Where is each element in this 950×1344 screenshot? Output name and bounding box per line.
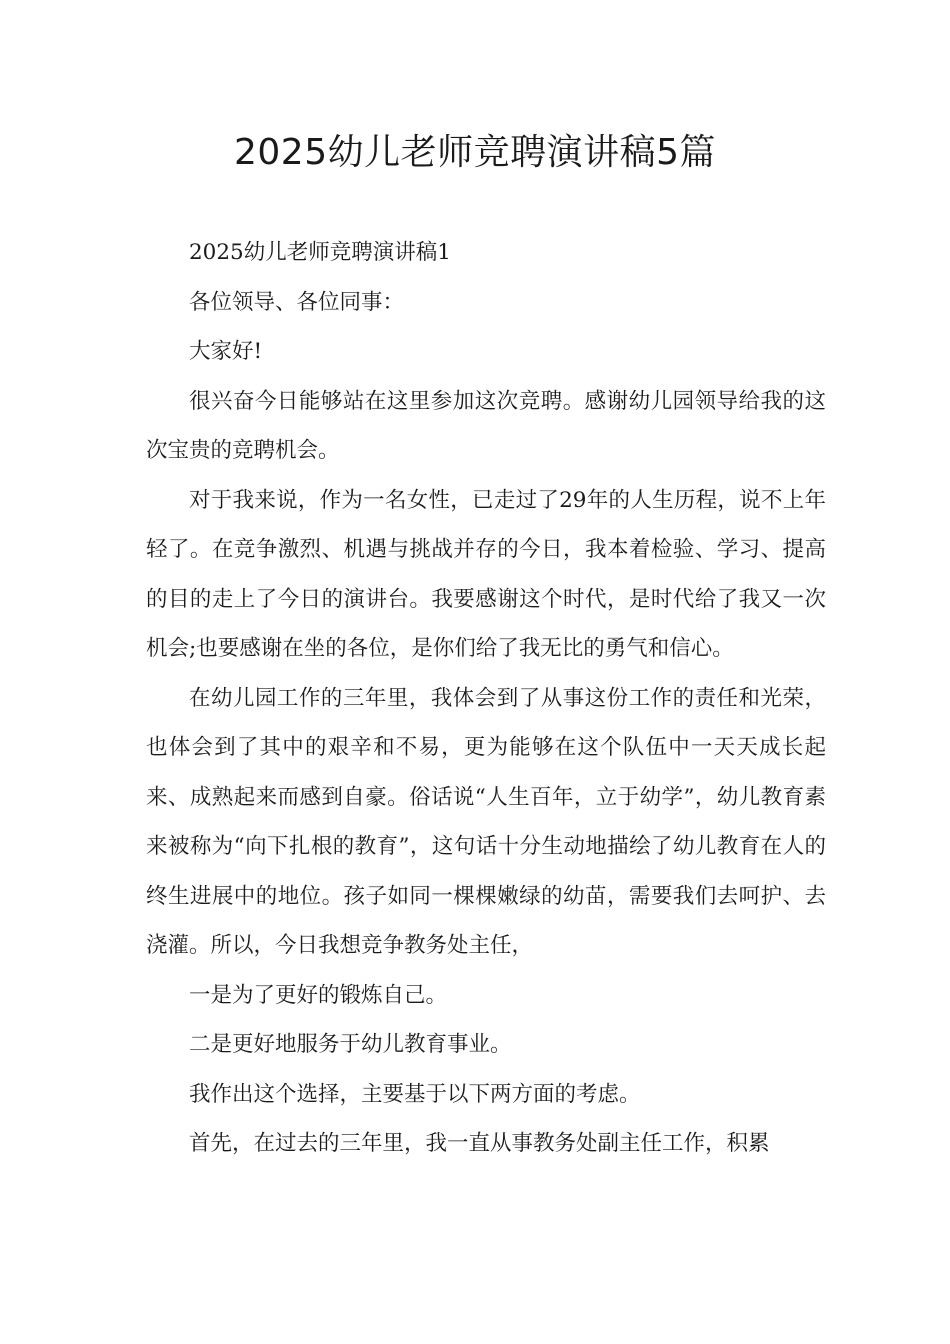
paragraph: 各位领导、各位同事： (189, 289, 405, 315)
paragraph: 在幼儿园工作的三年里，我体会到了从事这份工作的责任和光荣，也体会到了其中的艰辛和不易，更为能够在这个队伍中一天天成长起来、成熟起来而感到自豪。俗话说“人生百年，立于幼学”，幼儿教育素来被称为“向下扎根的教育”，这句话十分生动地描绘了幼儿教育在人的终生进展中的地位。孩子如同一棵棵嫩绿的幼苗，需要我们去呵护、去浇灌。所以，今日我想竞争教务处主任， (146, 685, 826, 958)
document-body (146, 228, 826, 1169)
paragraph: 很兴奋今日能够站在这里参加这次竞聘。感谢幼儿园领导给我的这次宝贵的竞聘机会。 (146, 388, 826, 463)
paragraph: 大家好! (189, 339, 263, 364)
document-title: 2025幼儿老师竞聘演讲稿5篇 (233, 132, 717, 173)
paragraph: 对于我来说，作为一名女性，已走过了29年的人生历程，说不上年轻了。在竞争激烈、机遇与挑战并存的今日，我本着检验、学习、提高的目的走上了今日的演讲台。我要感谢这个时代，是时代给了我又一次机会;也要感谢在坐的各位，是你们给了我无比的勇气和信心。 (146, 487, 826, 661)
paragraph: 一是为了更好的锻炼自己。 (189, 982, 448, 1008)
paragraph: 2025幼儿老师竞聘演讲稿1 (189, 240, 451, 265)
paragraph: 二是更好地服务于幼儿教育事业。 (189, 1032, 512, 1057)
paragraph: 首先，在过去的三年里，我一直从事教务处副主任工作，积累 (189, 1131, 770, 1156)
paragraph: 我作出这个选择，主要基于以下两方面的考虑。 (189, 1081, 641, 1107)
